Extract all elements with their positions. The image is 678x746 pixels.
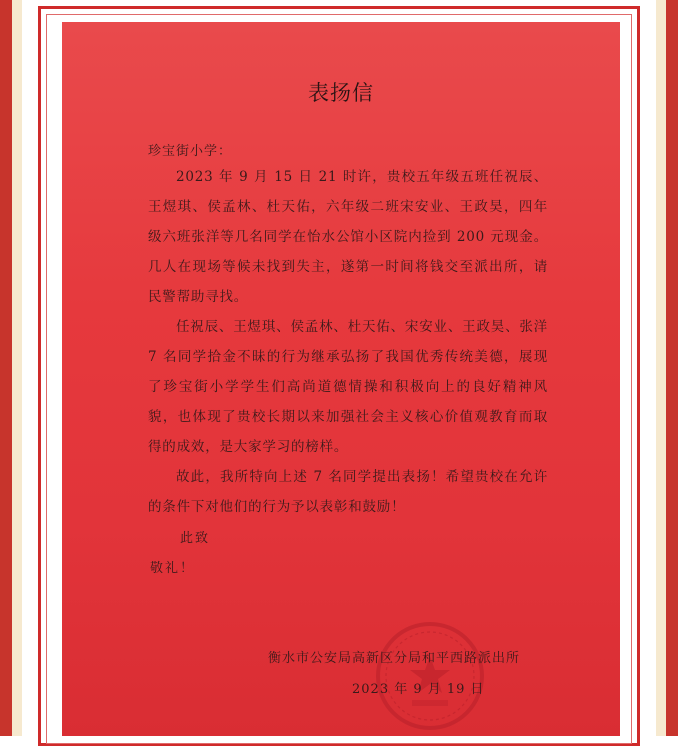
letter-paragraph-2: 任祝辰、王煜琪、侯孟林、杜天佑、宋安业、王政昊、张洋 7 名同学拾金不昧的行为继承弘扬了我国优秀传统美德，展现了珍宝街小学学生们高尚道德情操和积极向上的良好精神风貌，也体现了贵校长期以来加强社会主义核心价值观教育而取得的成效，是大家学习的榜样。 xyxy=(148,319,548,455)
closing-jingli: 敬礼！ xyxy=(150,561,196,576)
signature-organization: 衡水市公安局高新区分局和平西路派出所 xyxy=(268,651,521,666)
letter-title: 表扬信 xyxy=(308,81,374,105)
official-seal-stamp xyxy=(374,620,486,732)
letter-paragraph-3: 故此，我所特向上述 7 名同学提出表扬！希望贵校在允许的条件下对他们的行为予以表彰和鼓励！ xyxy=(148,469,548,515)
signature-date: 2023 年 9 月 19 日 xyxy=(352,682,485,697)
letter-paragraph-1: 2023 年 9 月 15 日 21 时许，贵校五年级五班任祝辰、王煜琪、侯孟林、杜天佑，六年级二班宋安业、王政昊，四年级六班张洋等几名同学在怡水公馆小区院内捡到 200 元现金。几人在现场等候未找到失主，遂第一时间将钱交至派出所，请民警帮助寻找。 xyxy=(148,169,548,305)
letter-salutation: 珍宝街小学： xyxy=(148,144,233,159)
closing-cizhi: 此致 xyxy=(180,531,211,546)
commendation-letter-photo xyxy=(62,22,620,736)
